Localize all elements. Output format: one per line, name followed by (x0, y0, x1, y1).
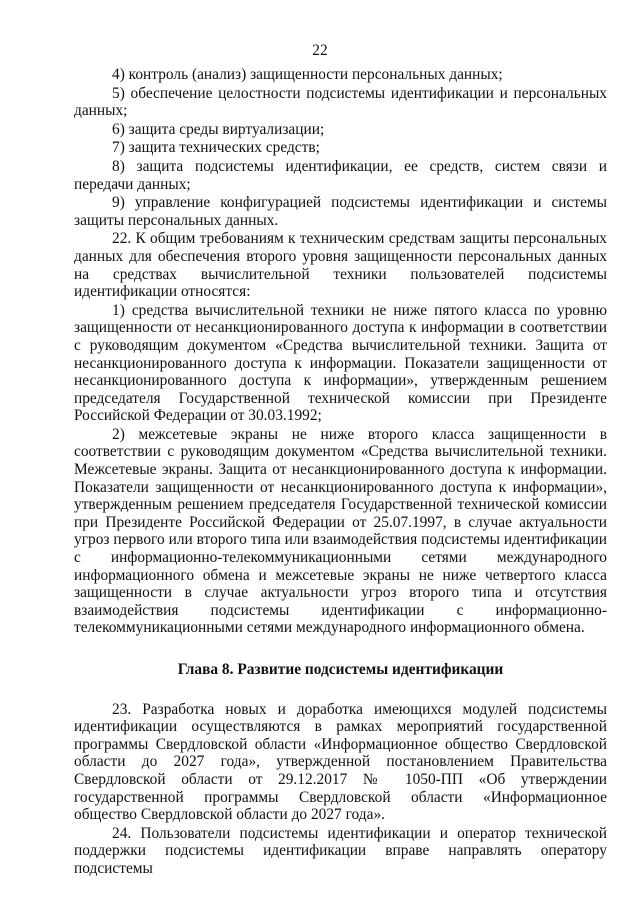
page-number: 22 (312, 42, 328, 59)
chapter-heading: Глава 8. Развитие подсистемы идентификации (177, 661, 504, 678)
list-item-9: 9) управление конфигурацией подсистемы идентификации и системы защиты персональных данных. (74, 194, 607, 229)
list-item-7: 7) защита технических средств; (112, 139, 320, 157)
list-item-4: 4) контроль (анализ) защищенности персональных данных; (112, 66, 503, 83)
paragraph-24: 24. Пользователи подсистемы идентификации и оператор технической поддержки подсистемы идентификации вправе направлять оператору подсистемы (74, 824, 607, 877)
document-body (74, 66, 607, 878)
list-item-8: 8) защита подсистемы идентификации, ее средств, систем связи и передачи данных; (74, 157, 607, 193)
paragraph-23: 23. Разработка новых и доработка имеющихся модулей подсистемы идентификации осуществляются в рамках мероприятий государственной программы Свердловской области «Информационное общество Свердловской области до 2027 года», утвержденной постановлением Правительства Свердловской области от 29.12.2017 № 1050-ПП «Об утверждении государственной программы Свердловской области «Информационное общество Свердловской области до 2027 года». (74, 700, 607, 824)
list-item-5: 5) обеспечение целостности подсистемы идентификации и персональных данных; (74, 84, 607, 120)
list-item-6: 6) защита среды виртуализации; (112, 120, 325, 138)
paragraph-22: 22. К общим требованиям к техническим средствам защиты персональных данных для обеспечения второго уровня защищенности персональных данных на средствах вычислительной техники пользователей подсистемы идентификации относятся: (74, 230, 607, 301)
subitem-1: 1) средства вычислительной техники не ниже пятого класса по уровню защищенности от несанкционированного доступа к информации в соответствии с руководящим документом «Средства вычислительной техники. Защита от несанкционированного доступа к информации. Показатели защищенности от несанкционированного доступа к информации», утвержденным решением председателя Государственной технической комиссии при Президенте Российской Федерации от 30.03.1992; (74, 301, 607, 425)
subitem-2: 2) межсетевые экраны не ниже второго класса защищенности в соответствии с руководящим документом «Средства вычислительной техники. Межсетевые экраны. Защита от несанкционированного доступа к информации. Показатели защищенности от несанкционированного доступа к информации», утвержденным решением председателя Государственной технической комиссии при Президенте Российской Федерации от 25.07.1997, в случае актуальности угроз первого или второго типа или взаимодействия подсистемы идентификации с информационно-телекоммуникационными сетями международного информационного обмена и межсетевые экраны не ниже четвертого класса защищенности в случае актуальности угроз второго типа и отсутствия взаимодействия подсистемы идентификации с информационно-телекоммуникационными сетями международного информационного обмена. (74, 425, 607, 637)
